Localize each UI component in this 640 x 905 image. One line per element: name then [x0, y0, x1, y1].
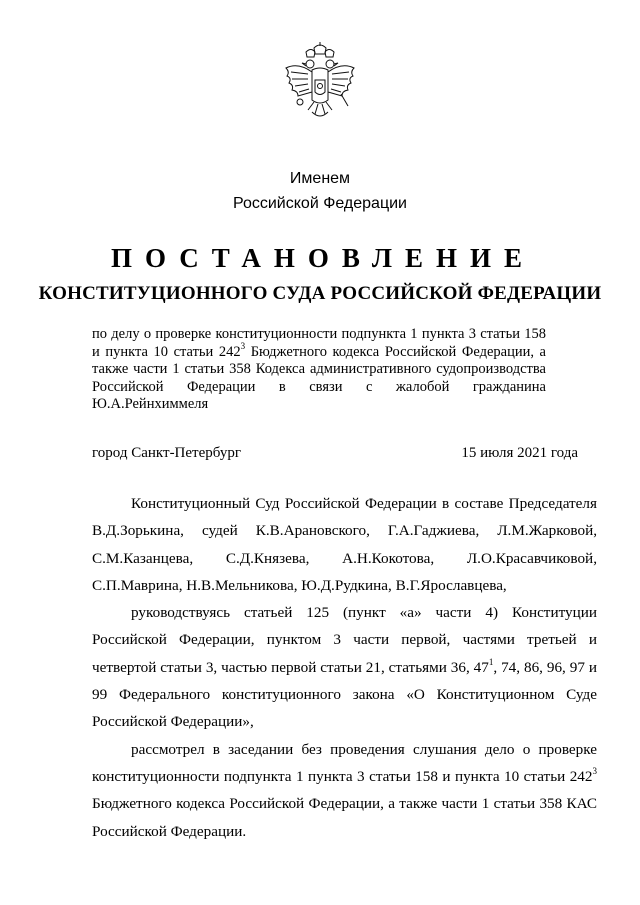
- place-of-decision: город Санкт-Петербург: [92, 445, 241, 461]
- body-paragraph-composition: Конституционный Суд Российской Федерации в составе Председателя В.Д.Зорькина, судей К.В.Арановского, Г.А.Гаджиева, Л.М.Жарковой, С.М.Казанцева, С.Д.Князева, А.Н.Кокотова, Л.О.Красавчиковой, С.П.Маврина, Н.В.Мельникова, Ю.Д.Рудкина, В.Г.Ярославцева,: [92, 495, 597, 594]
- case-text-part-1: по делу о проверке конституционности подпункта 1 пункта 3 статьи 158 и пункта 10 статьи 242: [92, 326, 546, 360]
- paragraph-3-superscript: 3: [592, 765, 597, 776]
- document-body: [92, 490, 597, 845]
- coat-of-arms-emblem: [278, 42, 362, 130]
- body-paragraph-considered: [92, 736, 597, 845]
- document-subtitle: КОНСТИТУЦИОННОГО СУДА РОССИЙСКОЙ ФЕДЕРАЦИИ: [38, 283, 602, 304]
- paragraph-3-part-2: Бюджетного кодекса Российской Федерации, а также части 1 статьи 358 КАС Российской Федерации.: [92, 795, 597, 840]
- paragraph-2-part-1: руководствуясь статьей 125 (пункт «а» части 4) Конституции Российской Федерации, пунктом 3 части первой, частями третьей и четвертой статьи 3, частью первой статьи 21, статьями 36, 47: [92, 604, 597, 676]
- decision-date: 15 июля 2021 года: [461, 445, 578, 461]
- case-superscript: 3: [240, 340, 246, 351]
- case-text-part-2: Бюджетного кодекса Российской Федерации, а также части 1 статьи 358 Кодекса административного судопроизводства Российской Федерации в связи с жалобой гражданина Ю.А.Рейнхиммеля: [92, 343, 546, 413]
- intro-line-1: Именем: [289, 170, 351, 187]
- paragraph-3-part-1: рассмотрел в заседании без проведения слушания дело о проверке конституционности подпункта 1 пункта 3 статьи 158 и пункта 10 статьи 242: [92, 740, 597, 785]
- intro-line-2: Российской Федерации: [233, 195, 407, 212]
- paragraph-2-part-2: , 74, 86, 96, 97 и 99 Федерального конституционного закона «О Конституционном Суде Российской Федерации»,: [92, 658, 597, 731]
- document-title: ПОСТАНОВЛЕНИЕ: [110, 243, 536, 273]
- paragraph-2-superscript: 1: [488, 656, 494, 667]
- case-description: [92, 326, 546, 414]
- body-paragraph-guided-by: [92, 599, 597, 735]
